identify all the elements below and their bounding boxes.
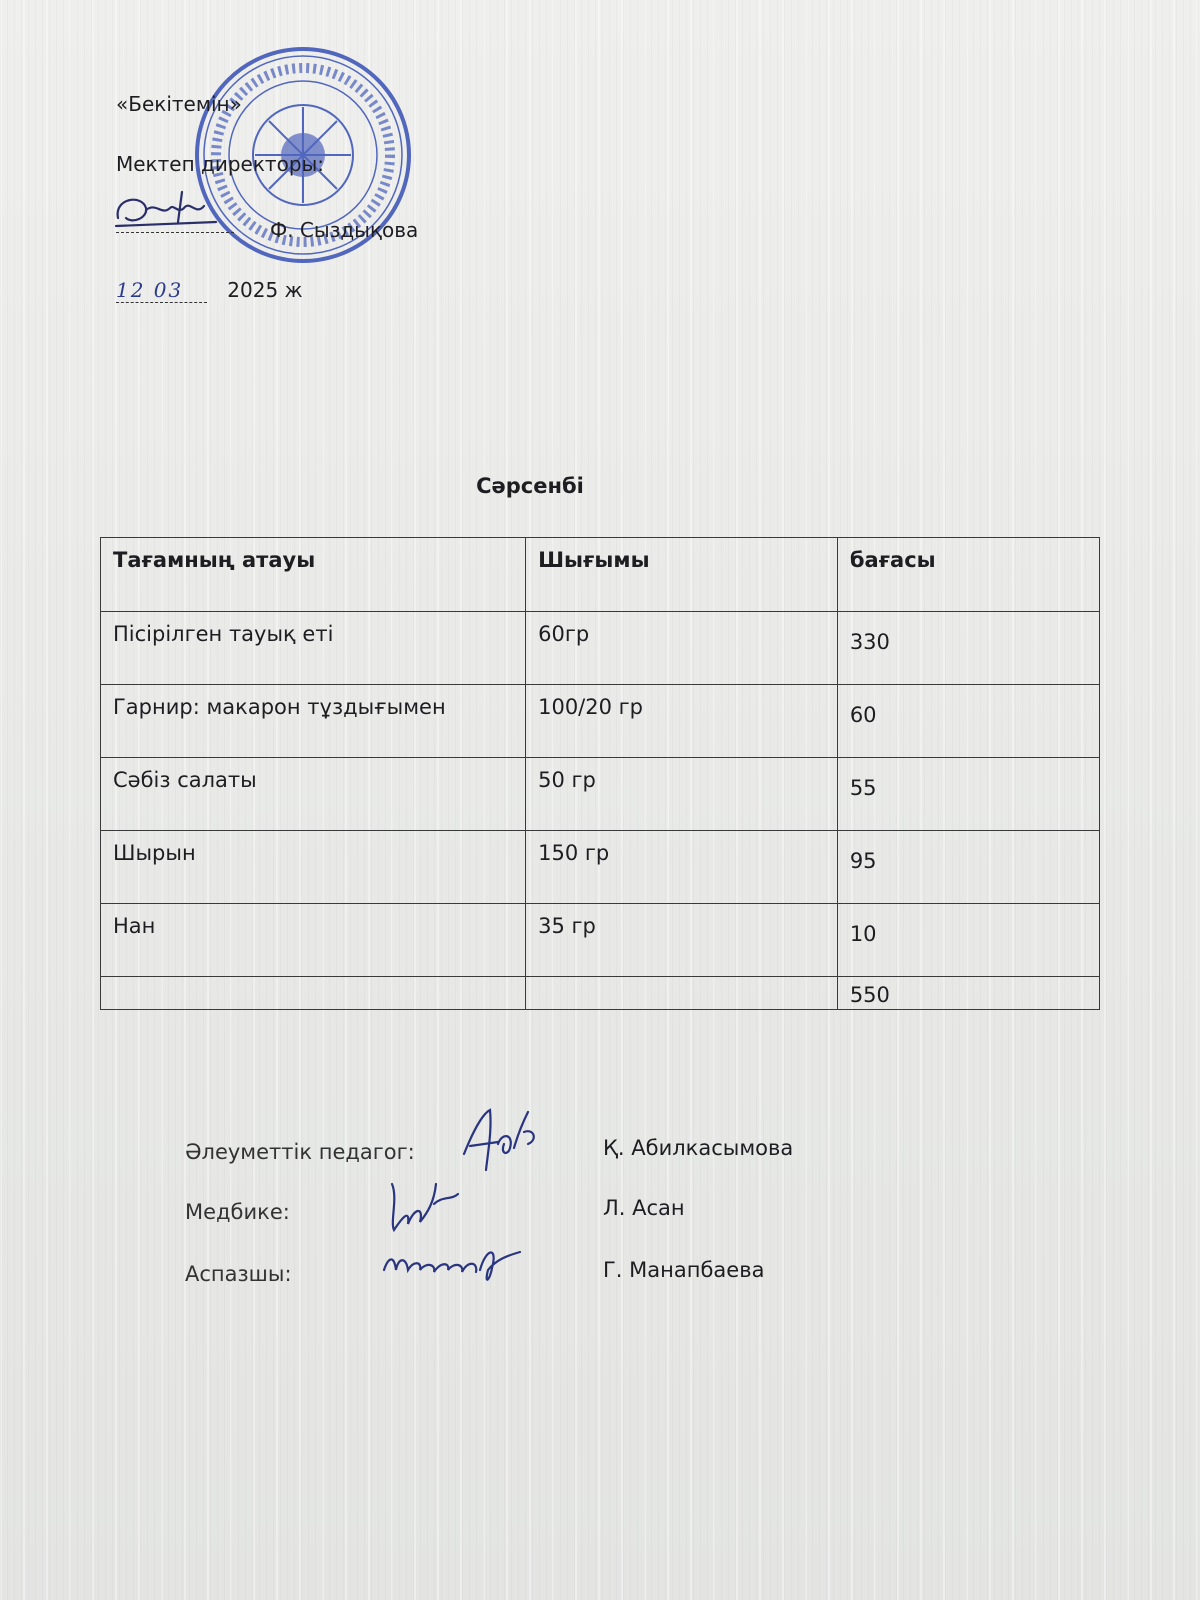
director-name: Ф. Сыздықова <box>270 218 419 242</box>
dish-yield: 35 гр <box>526 904 838 977</box>
table-row <box>101 685 1100 758</box>
total-price: 550 <box>837 977 1099 1010</box>
price-value: 95 <box>849 849 877 873</box>
dish-price <box>837 904 1099 977</box>
director-title: Мектеп директоры: <box>116 152 325 176</box>
staff-name: Л. Асан <box>603 1196 685 1220</box>
price-value: 330 <box>849 630 890 654</box>
price-value: 10 <box>849 922 877 946</box>
dish-price <box>837 758 1099 831</box>
dish-price <box>837 831 1099 904</box>
day-title: Сәрсенбі <box>476 474 584 498</box>
total-empty-cell <box>101 977 526 1010</box>
nurse-signature <box>384 1178 464 1236</box>
approve-label: «Бекітемін» <box>116 92 242 116</box>
dish-name: Шырын <box>101 831 526 904</box>
table-row <box>101 831 1100 904</box>
total-empty-cell <box>526 977 838 1010</box>
header-price: бағасы <box>837 538 1099 612</box>
approval-date <box>116 278 303 302</box>
price-value: 55 <box>849 776 877 800</box>
staff-role: Әлеуметтік педагог: <box>185 1140 415 1164</box>
dish-price <box>837 612 1099 685</box>
total-row <box>101 977 1100 1010</box>
staff-row <box>185 1258 765 1286</box>
social-pedagogue-signature <box>458 1104 548 1174</box>
dish-name: Нан <box>101 904 526 977</box>
table-row <box>101 758 1100 831</box>
staff-name: Қ. Абилкасымова <box>603 1136 794 1160</box>
dish-price <box>837 685 1099 758</box>
cook-signature <box>380 1240 530 1290</box>
menu-table <box>100 537 1100 1010</box>
dish-name: Гарнир: макарон тұздығымен <box>101 685 526 758</box>
dish-yield: 150 гр <box>526 831 838 904</box>
table-row <box>101 612 1100 685</box>
header-dish: Тағамның атауы <box>101 538 526 612</box>
staff-role: Аспазшы: <box>185 1262 292 1286</box>
director-signature <box>112 188 222 234</box>
dish-yield: 60гр <box>526 612 838 685</box>
table-header-row <box>101 538 1100 612</box>
header-yield: Шығымы <box>526 538 838 612</box>
dish-yield: 100/20 гр <box>526 685 838 758</box>
dish-name: Пісірілген тауық еті <box>101 612 526 685</box>
dish-name: Сәбіз салаты <box>101 758 526 831</box>
staff-row <box>185 1136 794 1164</box>
year-label: 2025 ж <box>227 278 303 302</box>
table-row <box>101 904 1100 977</box>
staff-row <box>185 1196 685 1224</box>
price-value: 60 <box>849 703 877 727</box>
date-handwritten: 12 03 <box>116 278 207 303</box>
staff-name: Г. Манапбаева <box>603 1258 765 1282</box>
staff-role: Медбике: <box>185 1200 290 1224</box>
dish-yield: 50 гр <box>526 758 838 831</box>
